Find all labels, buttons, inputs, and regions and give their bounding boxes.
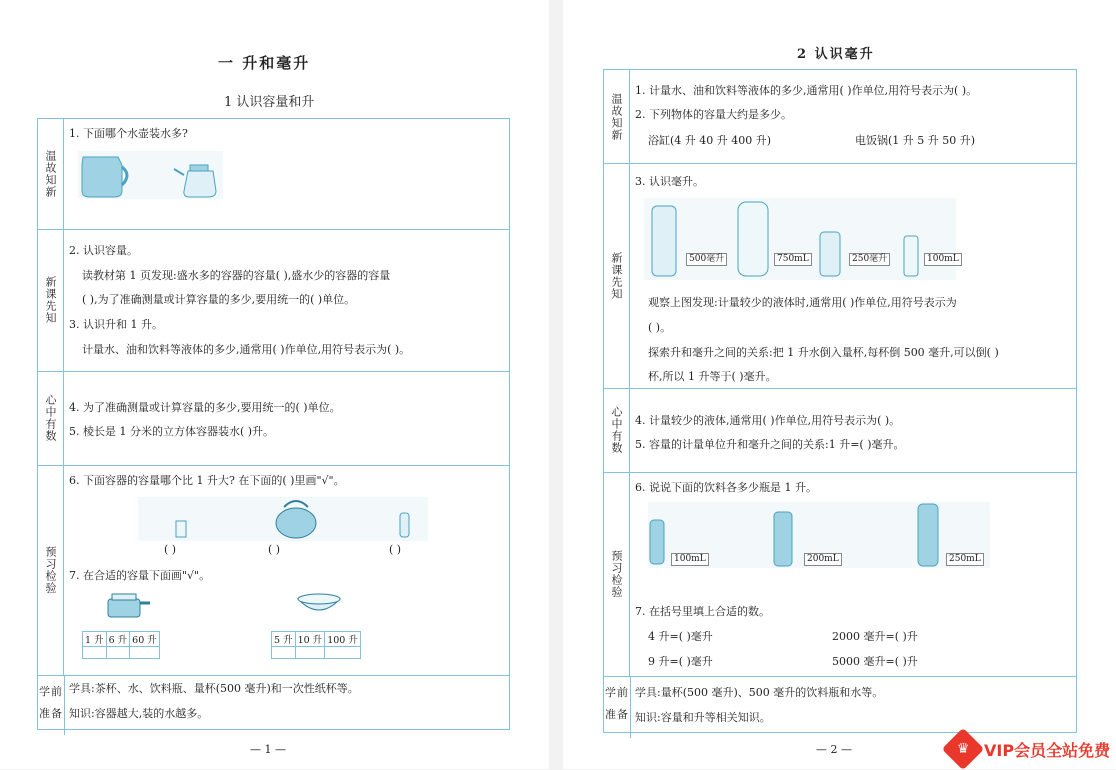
left-title: 一 升和毫升 <box>218 54 311 72</box>
bottle-icon <box>400 513 409 537</box>
answer-cell[interactable] <box>106 647 130 659</box>
bottle-label: 500毫升 <box>686 253 727 266</box>
crown-icon: ♛ <box>942 728 984 770</box>
prep-text: 知识:容量和升等相关知识。 <box>635 711 771 724</box>
bottles-image <box>644 198 956 280</box>
bottle-label: 750mL <box>774 253 812 266</box>
question: 5. 棱长是 1 分米的立方体容器装水( )升。 <box>69 425 275 438</box>
bottle-icon <box>652 206 676 276</box>
section-label: 新课先知 <box>38 229 64 371</box>
kettles-image <box>78 151 223 199</box>
pressure-cooker-icon <box>102 589 152 621</box>
right-title: 2 认识毫升 <box>797 47 875 62</box>
left-subtitle: 1 认识容量和升 <box>224 95 315 110</box>
question-text: 读教材第 1 页发现:盛水多的容器的容量( ),盛水少的容器的容量 <box>82 269 391 282</box>
question-text: ( ),为了准确测量或计算容量的多少,要用统一的( )单位。 <box>82 293 356 306</box>
fill-blank: 5000 毫升=( )升 <box>832 655 918 668</box>
vip-text: VIP会员全站免费 <box>984 740 1111 760</box>
cup-icon <box>176 521 186 537</box>
section-label: 预习检验 <box>604 472 630 676</box>
fill-blank: 9 升=( )毫升 <box>648 655 713 668</box>
answer-cell[interactable] <box>83 647 107 659</box>
prep-text: 知识:容器越大,装的水越多。 <box>69 707 209 720</box>
table-cell: 1 升 <box>83 632 107 647</box>
section-label: 温故知新 <box>38 119 64 229</box>
answer-cell[interactable] <box>272 647 296 659</box>
fill-blank: 4 升=( )毫升 <box>648 630 713 643</box>
table-cell: 100 升 <box>325 632 361 647</box>
answer-paren: ( ) <box>268 543 281 556</box>
section-label: 预习检验 <box>38 465 64 675</box>
vip-watermark[interactable] <box>948 732 1116 766</box>
question-text: ( )。 <box>648 321 672 334</box>
section-label: 温故知新 <box>604 70 630 163</box>
answer-cell[interactable] <box>130 647 160 659</box>
kettle-icon <box>276 508 316 538</box>
section-label <box>38 675 65 735</box>
bottle-label: 250毫升 <box>849 253 890 266</box>
bowl-icon <box>294 591 344 619</box>
left-page <box>0 0 549 769</box>
answer-paren: ( ) <box>164 543 177 556</box>
section-label: 心中有数 <box>38 371 64 465</box>
page-number: — 1 — <box>250 743 286 756</box>
drink-label: 250mL <box>946 553 984 566</box>
question-text: 杯,所以 1 升等于( )毫升。 <box>648 370 777 383</box>
question: 3. 认识毫升。 <box>635 175 704 188</box>
capacity-table-1 <box>82 631 160 659</box>
question-text: 浴缸(4 升 40 升 400 升) <box>648 134 772 147</box>
table-cell: 6 升 <box>106 632 130 647</box>
page-number: — 2 — <box>816 743 852 756</box>
question-text: 电饭锅(1 升 5 升 50 升) <box>855 134 976 147</box>
right-page <box>563 0 1116 769</box>
fill-blank: 2000 毫升=( )升 <box>832 630 918 643</box>
question: 7. 在括号里填上合适的数。 <box>635 605 770 618</box>
table-cell: 5 升 <box>272 632 296 647</box>
bottle-icon <box>918 504 938 566</box>
question-text: 观察上图发现:计量较少的液体时,通常用( )作单位,用符号表示为 <box>648 296 957 309</box>
drink-label: 100mL <box>671 553 709 566</box>
table-cell: 10 升 <box>295 632 325 647</box>
section-label-line: 学前 <box>39 685 63 698</box>
question: 2. 下列物体的容量大约是多少。 <box>635 108 792 121</box>
prep-text: 学具:茶杯、水、饮料瓶、量杯(500 毫升)和一次性纸杯等。 <box>69 682 359 695</box>
table-cell: 60 升 <box>130 632 160 647</box>
question: 1. 下面哪个水壶装水多? <box>69 127 188 140</box>
section-label <box>604 676 631 738</box>
section-label-line: 准备 <box>39 707 63 720</box>
right-worksheet <box>603 69 1077 733</box>
bottle-icon <box>774 512 792 566</box>
question: 4. 计量较少的液体,通常用( )作单位,用符号表示为( )。 <box>635 414 901 427</box>
question: 1. 计量水、油和饮料等液体的多少,通常用( )作单位,用符号表示为( )。 <box>635 84 978 97</box>
capacity-table-2 <box>271 631 361 659</box>
question-text: 探索升和毫升之间的关系:把 1 升水倒入量杯,每杯倒 500 毫升,可以倒( ) <box>648 346 999 359</box>
answer-paren: ( ) <box>389 543 402 556</box>
bottle-icon <box>820 232 840 276</box>
bottle-label: 100mL <box>924 253 962 266</box>
question-text: 计量水、油和饮料等液体的多少,通常用( )作单位,用符号表示为( )。 <box>82 343 411 356</box>
containers-image <box>138 497 428 541</box>
kettle-icon <box>78 151 223 199</box>
question: 6. 下面容器的容量哪个比 1 升大? 在下面的( )里画"√"。 <box>69 474 345 487</box>
prep-text: 学具:量杯(500 毫升)、500 毫升的饮料瓶和水等。 <box>635 686 884 699</box>
question: 4. 为了准确测量或计算容量的多少,要用统一的( )单位。 <box>69 401 341 414</box>
left-worksheet <box>37 118 510 730</box>
question: 3. 认识升和 1 升。 <box>69 318 163 331</box>
question: 7. 在合适的容量下面画"√"。 <box>69 569 211 582</box>
section-label: 心中有数 <box>604 388 630 472</box>
answer-cell[interactable] <box>295 647 325 659</box>
bottle-icon <box>738 202 768 276</box>
bottle-icon <box>650 520 664 564</box>
section-label: 新课先知 <box>604 163 630 388</box>
bottle-icon <box>904 236 918 276</box>
question: 2. 认识容量。 <box>69 244 138 257</box>
drink-label: 200mL <box>804 553 842 566</box>
section-label-line: 准备 <box>605 708 629 721</box>
answer-cell[interactable] <box>325 647 361 659</box>
section-label-line: 学前 <box>605 686 629 699</box>
question: 6. 说说下面的饮料各多少瓶是 1 升。 <box>635 481 817 494</box>
question: 5. 容量的计量单位升和毫升之间的关系:1 升=( )毫升。 <box>635 438 905 451</box>
